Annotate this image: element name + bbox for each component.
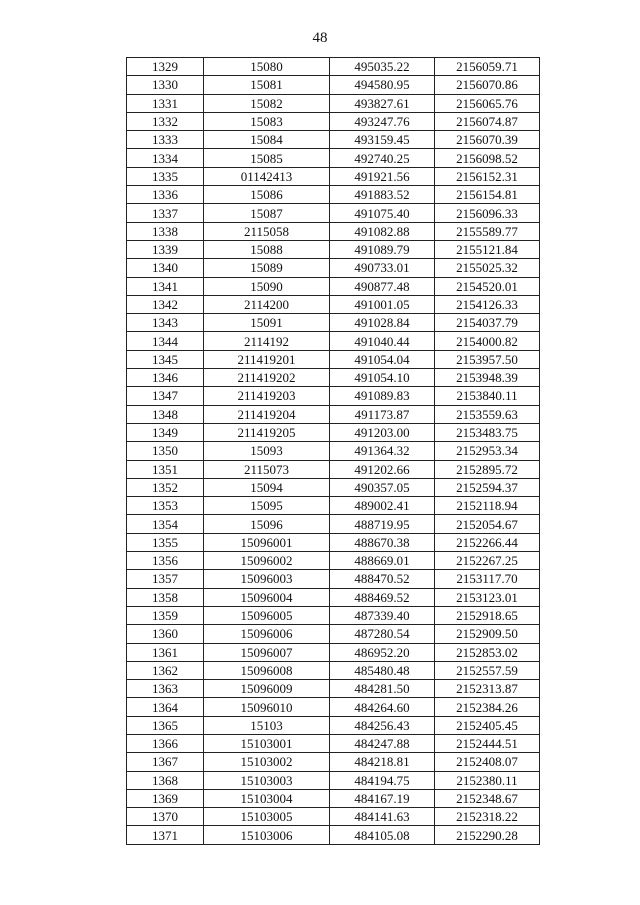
y-coordinate-cell: 2156070.39	[435, 131, 540, 149]
y-coordinate-cell: 2153483.75	[435, 423, 540, 441]
row-number-cell: 1331	[127, 94, 204, 112]
table-row	[127, 350, 540, 368]
x-coordinate-cell: 490733.01	[330, 259, 435, 277]
x-coordinate-cell: 491883.52	[330, 186, 435, 204]
table-row	[127, 423, 540, 441]
y-coordinate-cell: 2152318.22	[435, 808, 540, 826]
x-coordinate-cell: 490877.48	[330, 277, 435, 295]
point-id-cell: 15096010	[204, 698, 330, 716]
row-number-cell: 1338	[127, 222, 204, 240]
x-coordinate-cell: 484105.08	[330, 826, 435, 844]
x-coordinate-cell: 488469.52	[330, 588, 435, 606]
y-coordinate-cell: 2152118.94	[435, 497, 540, 515]
row-number-cell: 1354	[127, 515, 204, 533]
y-coordinate-cell: 2153123.01	[435, 588, 540, 606]
point-id-cell: 211419202	[204, 369, 330, 387]
row-number-cell: 1371	[127, 826, 204, 844]
x-coordinate-cell: 491173.87	[330, 405, 435, 423]
point-id-cell: 15103004	[204, 789, 330, 807]
y-coordinate-cell: 2152895.72	[435, 460, 540, 478]
table-row	[127, 643, 540, 661]
point-id-cell: 15087	[204, 204, 330, 222]
y-coordinate-cell: 2152405.45	[435, 716, 540, 734]
x-coordinate-cell: 495035.22	[330, 58, 435, 76]
point-id-cell: 01142413	[204, 167, 330, 185]
table-row	[127, 552, 540, 570]
point-id-cell: 15085	[204, 149, 330, 167]
y-coordinate-cell: 2152290.28	[435, 826, 540, 844]
table-row	[127, 58, 540, 76]
x-coordinate-cell: 488470.52	[330, 570, 435, 588]
row-number-cell: 1356	[127, 552, 204, 570]
row-number-cell: 1366	[127, 734, 204, 752]
y-coordinate-cell: 2153957.50	[435, 350, 540, 368]
x-coordinate-cell: 488669.01	[330, 552, 435, 570]
point-id-cell: 15096004	[204, 588, 330, 606]
y-coordinate-cell: 2156096.33	[435, 204, 540, 222]
y-coordinate-cell: 2152594.37	[435, 478, 540, 496]
row-number-cell: 1329	[127, 58, 204, 76]
x-coordinate-cell: 491054.04	[330, 350, 435, 368]
point-id-cell: 15096007	[204, 643, 330, 661]
x-coordinate-cell: 486952.20	[330, 643, 435, 661]
row-number-cell: 1340	[127, 259, 204, 277]
row-number-cell: 1350	[127, 442, 204, 460]
row-number-cell: 1337	[127, 204, 204, 222]
point-id-cell: 211419203	[204, 387, 330, 405]
point-id-cell: 15103006	[204, 826, 330, 844]
point-id-cell: 15096003	[204, 570, 330, 588]
row-number-cell: 1359	[127, 606, 204, 624]
page-number: 48	[312, 30, 328, 46]
point-id-cell: 15083	[204, 112, 330, 130]
x-coordinate-cell: 488719.95	[330, 515, 435, 533]
y-coordinate-cell: 2152380.11	[435, 771, 540, 789]
point-id-cell: 15088	[204, 240, 330, 258]
row-number-cell: 1346	[127, 369, 204, 387]
y-coordinate-cell: 2154000.82	[435, 332, 540, 350]
x-coordinate-cell: 493247.76	[330, 112, 435, 130]
table-row	[127, 369, 540, 387]
y-coordinate-cell: 2152909.50	[435, 625, 540, 643]
row-number-cell: 1334	[127, 149, 204, 167]
table-row	[127, 314, 540, 332]
table-row	[127, 240, 540, 258]
point-id-cell: 15081	[204, 76, 330, 94]
row-number-cell: 1357	[127, 570, 204, 588]
x-coordinate-cell: 491040.44	[330, 332, 435, 350]
point-id-cell: 15103	[204, 716, 330, 734]
y-coordinate-cell: 2156152.31	[435, 167, 540, 185]
point-id-cell: 15094	[204, 478, 330, 496]
table-row	[127, 332, 540, 350]
row-number-cell: 1347	[127, 387, 204, 405]
table-row	[127, 497, 540, 515]
table-row	[127, 588, 540, 606]
y-coordinate-cell: 2152853.02	[435, 643, 540, 661]
x-coordinate-cell: 485480.48	[330, 661, 435, 679]
y-coordinate-cell: 2154126.33	[435, 295, 540, 313]
y-coordinate-cell: 2156074.87	[435, 112, 540, 130]
table-row	[127, 94, 540, 112]
table-row	[127, 734, 540, 752]
table-row	[127, 570, 540, 588]
point-id-cell: 15103003	[204, 771, 330, 789]
table-row	[127, 789, 540, 807]
y-coordinate-cell: 2153840.11	[435, 387, 540, 405]
row-number-cell: 1355	[127, 533, 204, 551]
x-coordinate-cell: 491089.79	[330, 240, 435, 258]
table-row	[127, 515, 540, 533]
table-row	[127, 716, 540, 734]
x-coordinate-cell: 491082.88	[330, 222, 435, 240]
point-id-cell: 15096009	[204, 680, 330, 698]
x-coordinate-cell: 487280.54	[330, 625, 435, 643]
row-number-cell: 1367	[127, 753, 204, 771]
row-number-cell: 1368	[127, 771, 204, 789]
y-coordinate-cell: 2152557.59	[435, 661, 540, 679]
y-coordinate-cell: 2153117.70	[435, 570, 540, 588]
x-coordinate-cell: 484247.88	[330, 734, 435, 752]
point-id-cell: 2114192	[204, 332, 330, 350]
point-id-cell: 15095	[204, 497, 330, 515]
table-row	[127, 460, 540, 478]
table-row	[127, 771, 540, 789]
point-id-cell: 211419201	[204, 350, 330, 368]
coordinates-table	[126, 57, 540, 845]
row-number-cell: 1335	[127, 167, 204, 185]
table-row	[127, 76, 540, 94]
table-row	[127, 259, 540, 277]
row-number-cell: 1342	[127, 295, 204, 313]
table-row	[127, 149, 540, 167]
table-row	[127, 222, 540, 240]
point-id-cell: 15096005	[204, 606, 330, 624]
row-number-cell: 1333	[127, 131, 204, 149]
table-row	[127, 606, 540, 624]
row-number-cell: 1358	[127, 588, 204, 606]
row-number-cell: 1332	[127, 112, 204, 130]
row-number-cell: 1351	[127, 460, 204, 478]
table-row	[127, 387, 540, 405]
point-id-cell: 15080	[204, 58, 330, 76]
row-number-cell: 1336	[127, 186, 204, 204]
x-coordinate-cell: 484256.43	[330, 716, 435, 734]
row-number-cell: 1343	[127, 314, 204, 332]
row-number-cell: 1339	[127, 240, 204, 258]
point-id-cell: 15103002	[204, 753, 330, 771]
point-id-cell: 2114200	[204, 295, 330, 313]
y-coordinate-cell: 2153559.63	[435, 405, 540, 423]
table-row	[127, 167, 540, 185]
point-id-cell: 211419205	[204, 423, 330, 441]
x-coordinate-cell: 484218.81	[330, 753, 435, 771]
table-row	[127, 442, 540, 460]
row-number-cell: 1360	[127, 625, 204, 643]
x-coordinate-cell: 484264.60	[330, 698, 435, 716]
x-coordinate-cell: 489002.41	[330, 497, 435, 515]
x-coordinate-cell: 491001.05	[330, 295, 435, 313]
y-coordinate-cell: 2153948.39	[435, 369, 540, 387]
table-row	[127, 680, 540, 698]
point-id-cell: 15103005	[204, 808, 330, 826]
row-number-cell: 1349	[127, 423, 204, 441]
x-coordinate-cell: 484194.75	[330, 771, 435, 789]
table-row	[127, 808, 540, 826]
point-id-cell: 15103001	[204, 734, 330, 752]
y-coordinate-cell: 2156098.52	[435, 149, 540, 167]
y-coordinate-cell: 2156059.71	[435, 58, 540, 76]
point-id-cell: 15091	[204, 314, 330, 332]
x-coordinate-cell: 491921.56	[330, 167, 435, 185]
x-coordinate-cell: 491203.00	[330, 423, 435, 441]
point-id-cell: 15089	[204, 259, 330, 277]
y-coordinate-cell: 2152054.67	[435, 515, 540, 533]
y-coordinate-cell: 2152267.25	[435, 552, 540, 570]
y-coordinate-cell: 2155121.84	[435, 240, 540, 258]
row-number-cell: 1369	[127, 789, 204, 807]
point-id-cell: 2115058	[204, 222, 330, 240]
table-row	[127, 478, 540, 496]
y-coordinate-cell: 2155589.77	[435, 222, 540, 240]
table-row	[127, 295, 540, 313]
table-row	[127, 698, 540, 716]
table-row	[127, 753, 540, 771]
y-coordinate-cell: 2154037.79	[435, 314, 540, 332]
y-coordinate-cell: 2152444.51	[435, 734, 540, 752]
y-coordinate-cell: 2152408.07	[435, 753, 540, 771]
table-row	[127, 405, 540, 423]
x-coordinate-cell: 491202.66	[330, 460, 435, 478]
table-row	[127, 277, 540, 295]
y-coordinate-cell: 2152384.26	[435, 698, 540, 716]
x-coordinate-cell: 493827.61	[330, 94, 435, 112]
point-id-cell: 15084	[204, 131, 330, 149]
y-coordinate-cell: 2155025.32	[435, 259, 540, 277]
table-row	[127, 661, 540, 679]
table-row	[127, 204, 540, 222]
x-coordinate-cell: 493159.45	[330, 131, 435, 149]
row-number-cell: 1370	[127, 808, 204, 826]
x-coordinate-cell: 491075.40	[330, 204, 435, 222]
table-row	[127, 533, 540, 551]
y-coordinate-cell: 2152918.65	[435, 606, 540, 624]
x-coordinate-cell: 494580.95	[330, 76, 435, 94]
x-coordinate-cell: 484167.19	[330, 789, 435, 807]
point-id-cell: 15096006	[204, 625, 330, 643]
point-id-cell: 15082	[204, 94, 330, 112]
x-coordinate-cell: 484141.63	[330, 808, 435, 826]
point-id-cell: 15096001	[204, 533, 330, 551]
table-row	[127, 625, 540, 643]
coordinates-table-body	[127, 58, 540, 845]
y-coordinate-cell: 2154520.01	[435, 277, 540, 295]
row-number-cell: 1353	[127, 497, 204, 515]
table-row	[127, 131, 540, 149]
row-number-cell: 1341	[127, 277, 204, 295]
row-number-cell: 1345	[127, 350, 204, 368]
row-number-cell: 1365	[127, 716, 204, 734]
y-coordinate-cell: 2156154.81	[435, 186, 540, 204]
point-id-cell: 15096008	[204, 661, 330, 679]
x-coordinate-cell: 492740.25	[330, 149, 435, 167]
row-number-cell: 1348	[127, 405, 204, 423]
point-id-cell: 15096	[204, 515, 330, 533]
x-coordinate-cell: 491364.32	[330, 442, 435, 460]
x-coordinate-cell: 491054.10	[330, 369, 435, 387]
table-row	[127, 186, 540, 204]
row-number-cell: 1362	[127, 661, 204, 679]
x-coordinate-cell: 491028.84	[330, 314, 435, 332]
row-number-cell: 1330	[127, 76, 204, 94]
point-id-cell: 2115073	[204, 460, 330, 478]
x-coordinate-cell: 491089.83	[330, 387, 435, 405]
y-coordinate-cell: 2152313.87	[435, 680, 540, 698]
point-id-cell: 211419204	[204, 405, 330, 423]
point-id-cell: 15093	[204, 442, 330, 460]
y-coordinate-cell: 2152953.34	[435, 442, 540, 460]
x-coordinate-cell: 490357.05	[330, 478, 435, 496]
x-coordinate-cell: 488670.38	[330, 533, 435, 551]
table-row	[127, 112, 540, 130]
row-number-cell: 1361	[127, 643, 204, 661]
point-id-cell: 15096002	[204, 552, 330, 570]
row-number-cell: 1363	[127, 680, 204, 698]
point-id-cell: 15086	[204, 186, 330, 204]
y-coordinate-cell: 2152266.44	[435, 533, 540, 551]
table-row	[127, 826, 540, 844]
x-coordinate-cell: 487339.40	[330, 606, 435, 624]
x-coordinate-cell: 484281.50	[330, 680, 435, 698]
row-number-cell: 1364	[127, 698, 204, 716]
row-number-cell: 1344	[127, 332, 204, 350]
row-number-cell: 1352	[127, 478, 204, 496]
y-coordinate-cell: 2156065.76	[435, 94, 540, 112]
point-id-cell: 15090	[204, 277, 330, 295]
y-coordinate-cell: 2156070.86	[435, 76, 540, 94]
y-coordinate-cell: 2152348.67	[435, 789, 540, 807]
